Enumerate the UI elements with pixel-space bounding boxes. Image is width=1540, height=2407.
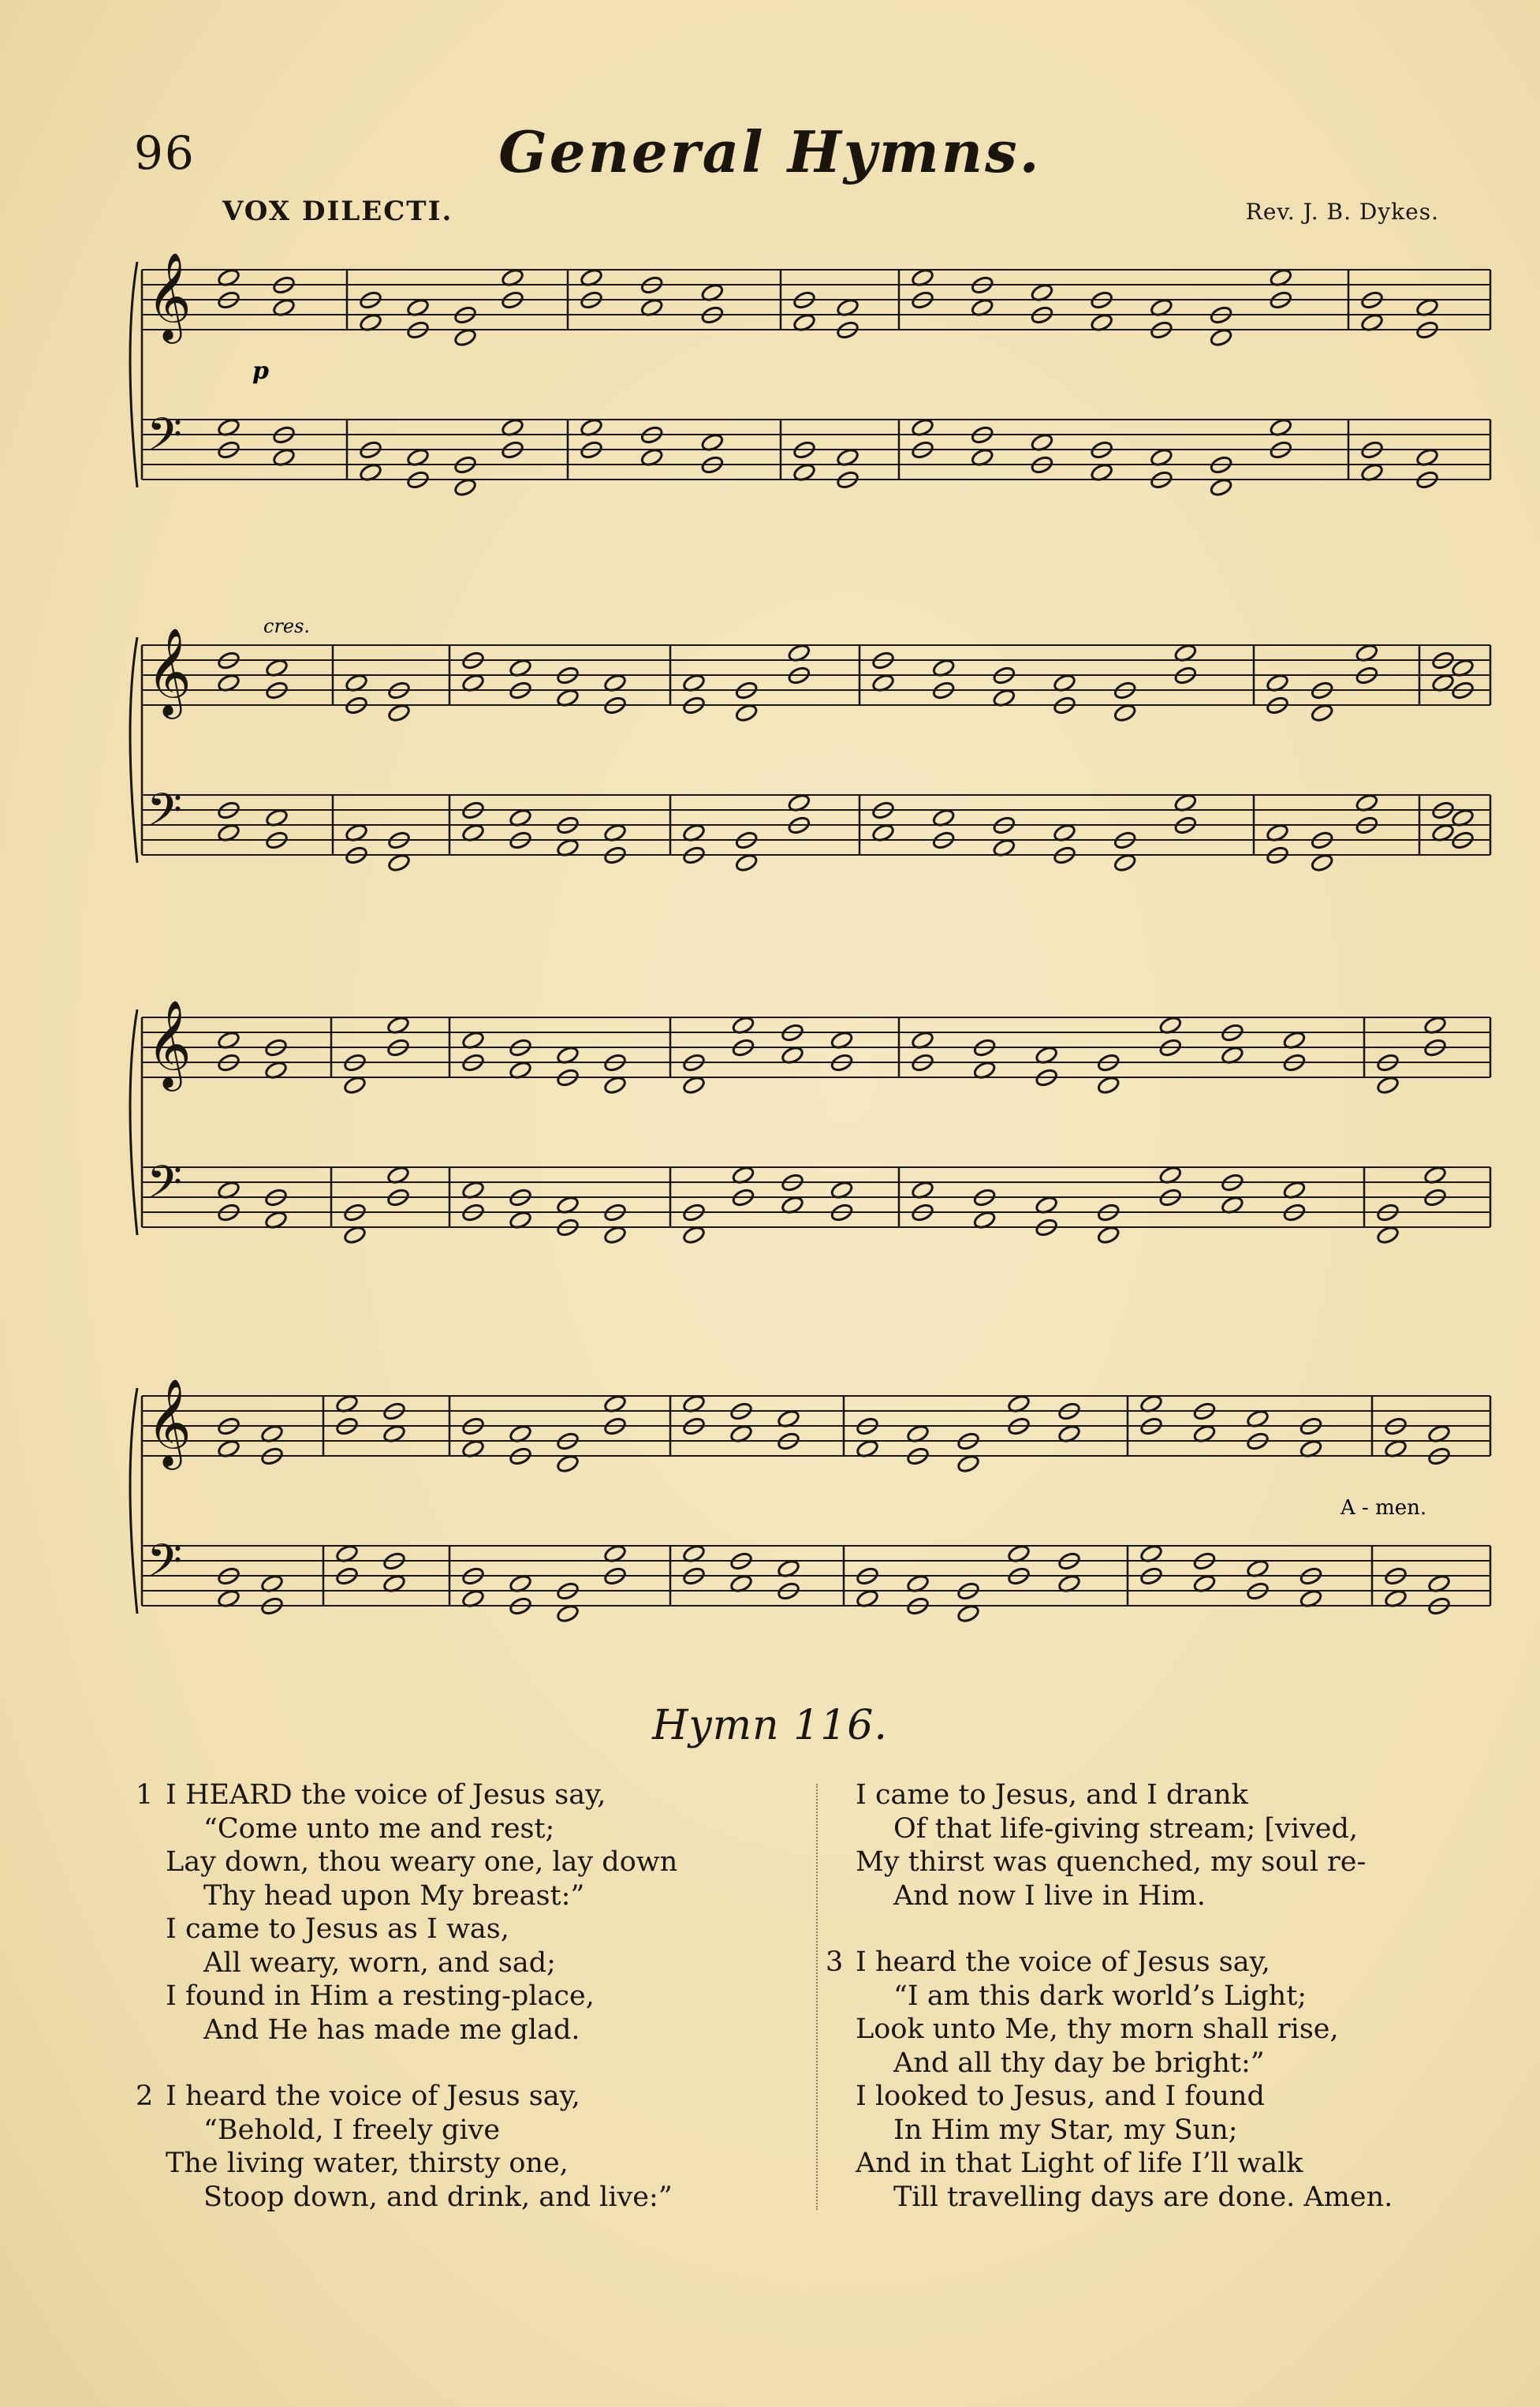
note-head [1376,1225,1400,1245]
verse-line: Thy head upon My breast:” [203,1879,585,1912]
bass-clef-icon: 𝄢 [147,1534,183,1599]
dynamic-marking: p [252,357,269,385]
note-head [1113,853,1137,872]
stanza-3 [826,1946,1494,2214]
note-head [387,853,411,872]
verse-line: My thirst was quenched, my soul re- [856,1846,1367,1878]
stanza-2-first-half [136,2080,789,2214]
treble-clef-icon: 𝄞 [147,252,192,340]
note-head [556,1603,580,1623]
note-head [1311,853,1334,872]
verse-line: Lay down, thou weary one, lay down [166,1846,678,1878]
treble-clef-icon: 𝄞 [147,999,192,1088]
note-head [1097,1225,1121,1245]
hymn-title: Hymn 116. [652,1702,888,1749]
note-head [453,477,477,497]
note-head [603,1225,627,1245]
system-brace [130,1009,137,1235]
stanza-1 [136,1778,789,2047]
note-head [735,853,759,872]
note-head [1376,1075,1400,1095]
treble-clef-icon: 𝄞 [147,627,192,715]
verse-line: “Come unto me and rest; [203,1812,555,1845]
stanza-number: 1 [136,1779,154,1811]
note-head [1209,477,1232,497]
note-head [453,327,477,347]
stanza-2-second-half [856,1778,1494,1913]
verse-line: I found in Him a resting-place, [166,1980,595,2012]
note-head [1113,703,1137,722]
note-head [343,1075,367,1095]
composer-credit: Rev. J. B. Dykes. [1245,199,1439,225]
note-head [343,1225,367,1245]
system-brace [130,637,137,863]
crescendo-marking: cres. [263,615,311,637]
page-number: 96 [134,126,196,180]
verse-line: Look unto Me, thy morn shall rise, [856,2013,1339,2045]
verse-line: The living water, thirsty one, [166,2148,569,2179]
note-head [682,1225,706,1245]
verse-line: All weary, worn, and sad; [203,1946,556,1979]
running-title: General Hymns. [498,118,1042,185]
note-head [735,703,759,722]
note-head [556,1454,580,1473]
verse-line: “I am this dark world’s Light; [893,1980,1307,2012]
stanza-number: 3 [826,1946,844,1978]
verse-line: And all thy day be bright:” [893,2047,1265,2079]
verse-line: I looked to Jesus, and I found [856,2080,1265,2112]
tune-name: VOX DILECTI. [222,196,453,227]
verse-line: “Behold, I freely give [203,2114,501,2146]
note-head [956,1454,980,1473]
verse-line: And in that Light of life I’ll walk [856,2148,1303,2179]
system-brace [130,1388,137,1614]
note-head [1311,703,1334,722]
system-brace [130,262,137,487]
column-divider [816,1784,818,2210]
note-head [603,1075,627,1095]
bass-clef-icon: 𝄢 [147,408,183,472]
verse-column-left [136,1778,789,2247]
verse-line: And He has made me glad. [203,2013,580,2046]
verse-line: Of that life-giving stream; [vived, [893,1812,1359,1845]
verse-line: I came to Jesus, and I drank [856,1779,1248,1811]
treble-clef-icon: 𝄞 [147,1378,192,1466]
note-head [1209,327,1232,347]
amen-lyric: A - men. [1341,1496,1427,1520]
verse-line: 2 I heard the voice of Jesus say, [136,2080,580,2112]
verse-line: I came to Jesus as I was, [166,1913,509,1945]
verse-line: Stoop down, and drink, and live:” [203,2181,673,2213]
verse-line: And now I live in Him. [893,1879,1206,1912]
bass-clef-icon: 𝄢 [147,1155,183,1220]
music-score [118,229,1498,1664]
note-head [956,1603,980,1623]
verse-line: In Him my Star, my Sun; [893,2114,1238,2146]
verse-line: 3 I heard the voice of Jesus say, [826,1946,1270,1978]
stanza-number: 2 [136,2080,154,2112]
score-systems [130,252,1490,1624]
bass-clef-icon: 𝄢 [147,783,183,848]
note-head [1097,1075,1121,1095]
note-head [682,1075,706,1095]
verse-line: Till travelling days are done. Amen. [893,2181,1393,2213]
verse-column-right [826,1778,1494,2247]
note-head [387,703,411,722]
verse-line: 1 I HEARD the voice of Jesus say, [136,1779,606,1811]
